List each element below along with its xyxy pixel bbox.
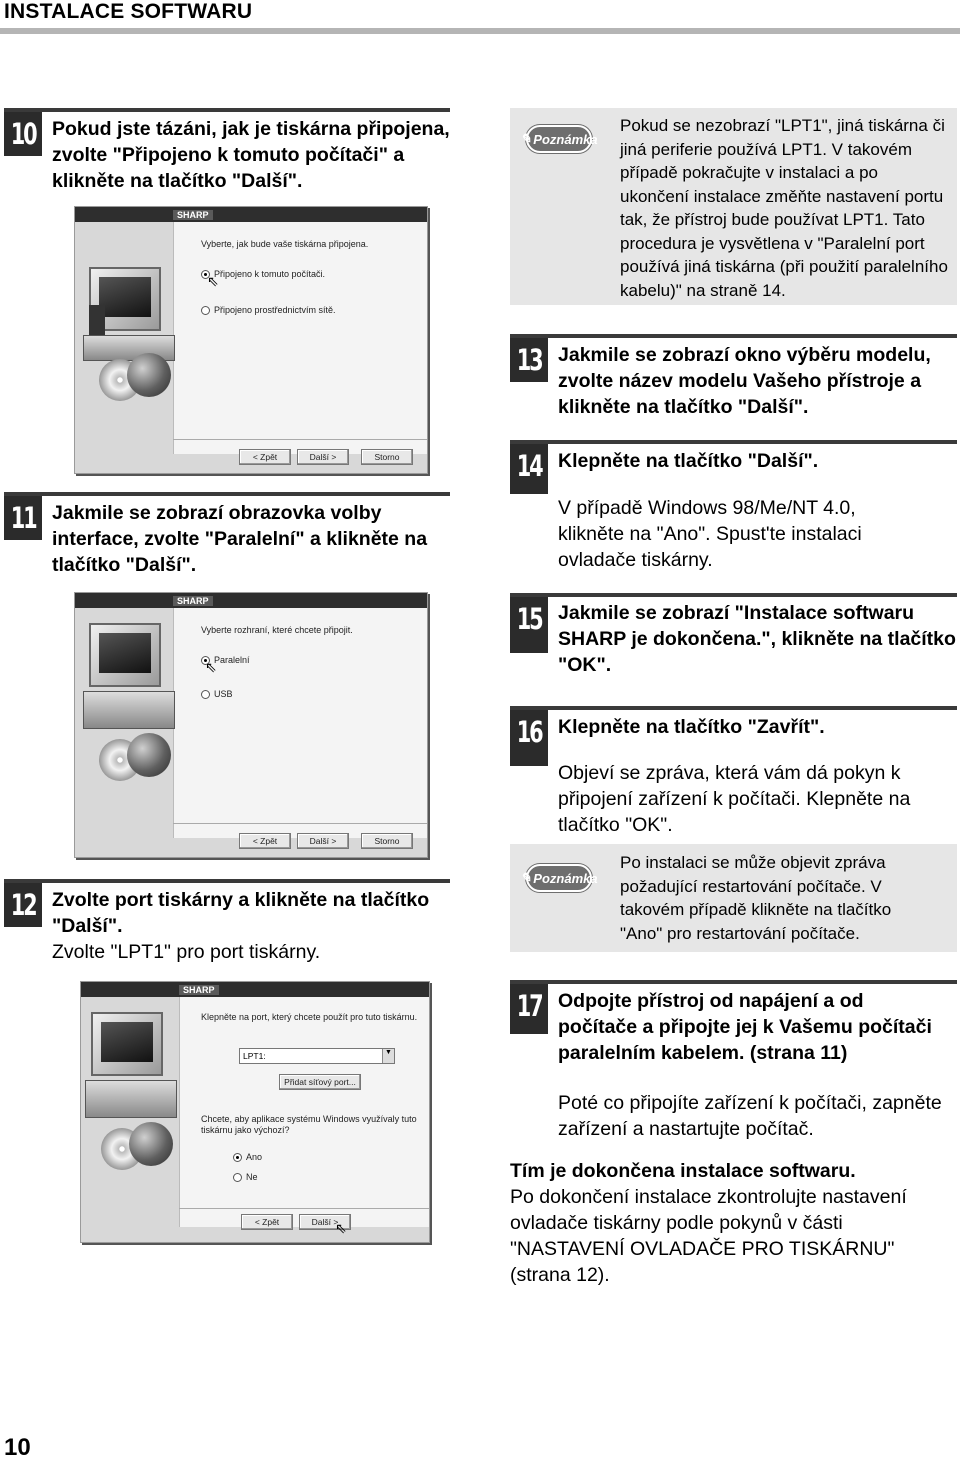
radio-usb[interactable]: USB (201, 689, 233, 699)
radio-parallel[interactable]: Paralelní (201, 655, 250, 665)
page-number: 10 (4, 1434, 31, 1461)
add-network-port-button[interactable]: Přidat síťový port... (279, 1074, 361, 1090)
step-17-text: Odpojte přístroj od napájení a od počítače a připojte jej k Vašemu počítači paralelním kabelem. (strana 11) (558, 990, 932, 1064)
cancel-button[interactable]: Storno (361, 833, 413, 849)
radio-network[interactable]: Připojeno prostřednictvím sítě. (201, 305, 336, 315)
page-header-title: INSTALACE SOFTWARU (4, 0, 253, 23)
step-12-rule (4, 879, 450, 883)
mouse-cursor-icon: ⇖ (335, 1220, 347, 1236)
step-16-rule (510, 706, 957, 710)
note-1-text: Pokud se nezobrazí "LPT1", jiná tiskárna či jiná periferie používá LPT1. V takovém případě pokračujte v instalaci a po ukončení instalace změňte nastavení portu tak, že přístroj bude používat LPT1. Tato procedura je vysvětlena v "Paralelní port používá jiná tiskárna (při použití paralelního kabelu)" na straně 14. (620, 116, 948, 300)
next-button[interactable]: Další > (297, 449, 349, 465)
step-11-text: Jakmile se zobrazí obrazovka volby interface, zvolte "Paralelní" a klikněte na tlačítko "Další". (52, 502, 428, 576)
step-17-rule (510, 980, 957, 984)
step-13-rule (510, 334, 957, 338)
computer-illustration (89, 623, 161, 687)
chevron-down-icon[interactable]: ▼ (382, 1049, 394, 1063)
step-10-number: 10 (4, 112, 42, 156)
step-13-number: 13 (510, 338, 548, 382)
step-14-rule (510, 440, 957, 444)
dialog-question: Vyberte, jak bude vaše tiskárna připojena. (201, 239, 369, 249)
back-button[interactable]: < Zpět (241, 1214, 293, 1230)
back-button[interactable]: < Zpět (239, 833, 291, 849)
radio-yes[interactable]: Ano (233, 1152, 262, 1162)
radio-button[interactable] (233, 1173, 242, 1182)
step-16-number: 16 (510, 710, 548, 766)
globe-illustration (129, 1122, 173, 1166)
note-badge: ✎ Poznámka (526, 864, 592, 892)
computer-illustration (91, 1012, 163, 1076)
mouse-cursor-icon: ⇖ (205, 659, 217, 675)
radio-button[interactable] (233, 1153, 242, 1162)
mouse-cursor-icon: ⇖ (207, 273, 219, 289)
dialog-connection (74, 206, 428, 474)
step-11-number: 11 (4, 496, 42, 540)
dialog-brand: SHARP (173, 596, 213, 606)
next-button[interactable]: Další > (299, 1214, 351, 1230)
note-2-text: Po instalaci se může objevit zpráva požadující restartování počítače. V takovém případě klikněte na tlačítko "Ano" pro restartování počítače. (620, 853, 892, 943)
note-badge: ✎ Poznámka (526, 125, 592, 153)
final-title: Tím je dokončena instalace softwaru. (510, 1160, 856, 1182)
cancel-button[interactable]: Storno (361, 449, 413, 465)
step-12-subtext: Zvolte "LPT1" pro port tiskárny. (52, 941, 321, 963)
dialog-question: Vyberte rozhraní, které chcete připojit. (201, 625, 353, 635)
step-14-number: 14 (510, 444, 548, 494)
radio-no[interactable]: Ne (233, 1172, 258, 1182)
radio-button[interactable] (201, 690, 210, 699)
default-printer-question: Chcete, aby aplikace systému Windows využívaly tuto tiskárnu jako výchozí? (201, 1114, 417, 1135)
dialog-port (80, 981, 430, 1243)
globe-illustration (127, 353, 171, 397)
step-12-number: 12 (4, 883, 42, 927)
step-12-text: Zvolte port tiskárny a klikněte na tlačítko "Další". (52, 889, 430, 937)
step-17-subtext: Poté co připojíte zařízení k počítači, zapněte zařízení a nastartujte počítač. (558, 1092, 942, 1140)
final-text: Po dokončení instalace zkontrolujte nastavení ovladače tiskárny podle pokynů v části "NASTAVENÍ OVLADAČE PRO TISKÁRNU" (strana 12). (510, 1186, 907, 1286)
step-14-text: Klepněte na tlačítko "Další". (558, 450, 819, 472)
step-13-text: Jakmile se zobrazí okno výběru modelu, zvolte název modelu Vašeho přístroje a klikněte na tlačítko "Další". (558, 344, 931, 418)
step-15-rule (510, 593, 957, 597)
pencil-icon: ✎ (520, 870, 532, 885)
header-rule (0, 28, 960, 34)
step-16-text: Klepněte na tlačítko "Zavřít". (558, 716, 825, 738)
step-11-rule (4, 492, 450, 496)
next-button[interactable]: Další > (297, 833, 349, 849)
step-10-rule (4, 108, 450, 112)
dialog-interface (74, 592, 428, 858)
step-15-number: 15 (510, 597, 548, 653)
radio-local[interactable]: Připojeno k tomuto počítači. (201, 269, 325, 279)
step-15-text: Jakmile se zobrazí "Instalace softwaru SHARP je dokončena.", klikněte na tlačítko "OK". (558, 602, 956, 676)
step-10-text: Pokud jste tázáni, jak je tiskárna připojena, zvolte "Připojeno k tomuto počítači" a klikněte na tlačítko "Další". (52, 118, 450, 192)
globe-illustration (127, 733, 171, 777)
radio-button[interactable] (201, 306, 210, 315)
pencil-icon: ✎ (520, 131, 532, 146)
step-16-subtext: Objeví se zpráva, která vám dá pokyn k připojení zařízení k počítači. Klepněte na tlačítko "OK". (558, 762, 911, 836)
step-17-number: 17 (510, 984, 548, 1034)
step-14-subtext: V případě Windows 98/Me/NT 4.0, klikněte na "Ano". Spust'te instalaci ovladače tiskárny. (558, 497, 862, 571)
dialog-brand: SHARP (173, 210, 213, 220)
back-button[interactable]: < Zpět (239, 449, 291, 465)
port-select[interactable]: LPT1: ▼ (239, 1048, 395, 1064)
dialog-brand: SHARP (179, 985, 219, 995)
dialog-question: Klepněte na port, který chcete použít pro tuto tiskárnu. (201, 1012, 418, 1022)
